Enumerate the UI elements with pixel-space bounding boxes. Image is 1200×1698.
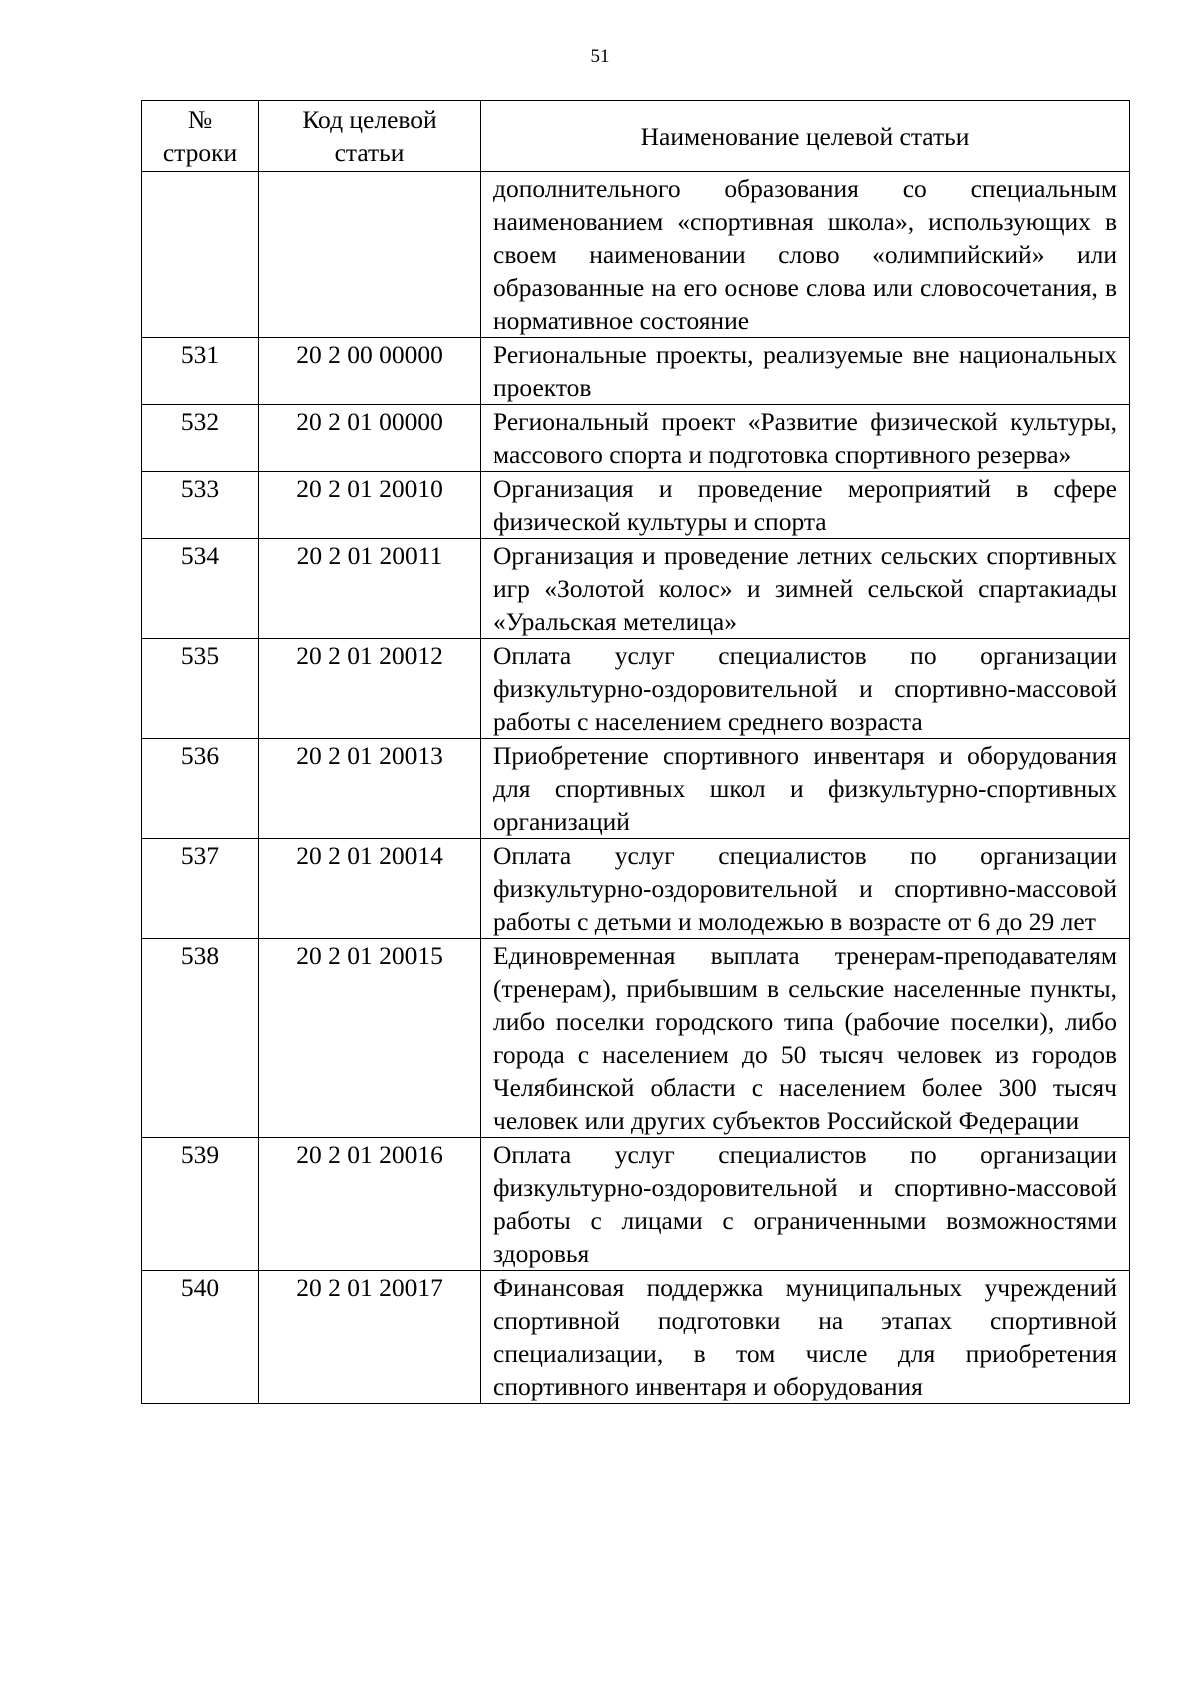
table-header-row [142,101,1130,172]
table-row-continuation [142,172,1130,338]
article-name-cell: Приобретение спортивного инвентаря и оборудования для спортивных школ и физкультурно-спортивных организаций [481,739,1130,839]
header-article-code [259,101,481,172]
article-code-cell: 20 2 01 20014 [259,839,481,939]
target-articles-table [141,100,1130,1404]
row-number-cell: 533 [142,472,259,539]
row-number-cell: 536 [142,739,259,839]
article-name-cell: Финансовая поддержка муниципальных учреждений спортивной подготовки на этапах спортивной специализации, в том числе для приобретения спортивного инвентаря и оборудования [481,1271,1130,1404]
header-row-number [142,101,259,172]
table-row [142,639,1130,739]
table-row [142,839,1130,939]
article-code-cell: 20 2 01 20012 [259,639,481,739]
table-row [142,1271,1130,1404]
table-row [142,1138,1130,1271]
article-code-cell: 20 2 01 20017 [259,1271,481,1404]
article-name-cell: Региональный проект «Развитие физической культуры, массового спорта и подготовка спортивного резерва» [481,405,1130,472]
article-name-cell: Оплата услуг специалистов по организации физкультурно-оздоровительной и спортивно-массовой работы с населением среднего возраста [481,639,1130,739]
row-number-cell: 539 [142,1138,259,1271]
article-code-cell: 20 2 01 20013 [259,739,481,839]
table-row [142,939,1130,1138]
article-code-cell: 20 2 01 20010 [259,472,481,539]
page-number: 51 [590,46,610,67]
article-code-cell: 20 2 01 20016 [259,1138,481,1271]
article-name-cell: Единовременная выплата тренерам-преподавателям (тренерам), прибывшим в сельские населенные пункты, либо поселки городского типа (рабочие поселки), либо города с населением до 50 тысяч человек из городов Челябинской области с населением более 300 тысяч человек или других субъектов Российской Федерации [481,939,1130,1138]
row-number-cell: 535 [142,639,259,739]
row-number-cell: 538 [142,939,259,1138]
table-row [142,539,1130,639]
article-name-cell: Организация и проведение летних сельских спортивных игр «Золотой колос» и зимней сельской спартакиады «Уральская метелица» [481,539,1130,639]
row-number-cell: 537 [142,839,259,939]
header-article-code-line2: статьи [334,138,405,167]
table-row [142,405,1130,472]
row-number-cell: 532 [142,405,259,472]
row-number-cell: 540 [142,1271,259,1404]
article-name-cell: Региональные проекты, реализуемые вне национальных проектов [481,338,1130,405]
article-name-cell: дополнительного образования со специальным наименованием «спортивная школа», использующих в своем наименовании слово «олимпийский» или образованные на его основе слова или словосочетания, в нормативное состояние [481,172,1130,338]
article-code-cell: 20 2 00 00000 [259,338,481,405]
row-number-cell: 534 [142,539,259,639]
article-code-cell: 20 2 01 20015 [259,939,481,1138]
header-article-name: Наименование целевой статьи [481,101,1130,172]
header-row-number-line1: № [187,105,213,134]
article-code-cell: 20 2 01 00000 [259,405,481,472]
table-row [142,472,1130,539]
header-article-code-line1: Код целевой [302,105,437,134]
article-name-cell: Оплата услуг специалистов по организации физкультурно-оздоровительной и спортивно-массовой работы с лицами с ограниченными возможностями здоровья [481,1138,1130,1271]
article-code-cell: 20 2 01 20011 [259,539,481,639]
article-name-cell: Организация и проведение мероприятий в сфере физической культуры и спорта [481,472,1130,539]
table-row [142,739,1130,839]
header-row-number-line2: строки [162,138,238,167]
article-code-cell [259,172,481,338]
row-number-cell: 531 [142,338,259,405]
table-row [142,338,1130,405]
row-number-cell [142,172,259,338]
article-name-cell: Оплата услуг специалистов по организации физкультурно-оздоровительной и спортивно-массовой работы с детьми и молодежью в возрасте от 6 до 29 лет [481,839,1130,939]
